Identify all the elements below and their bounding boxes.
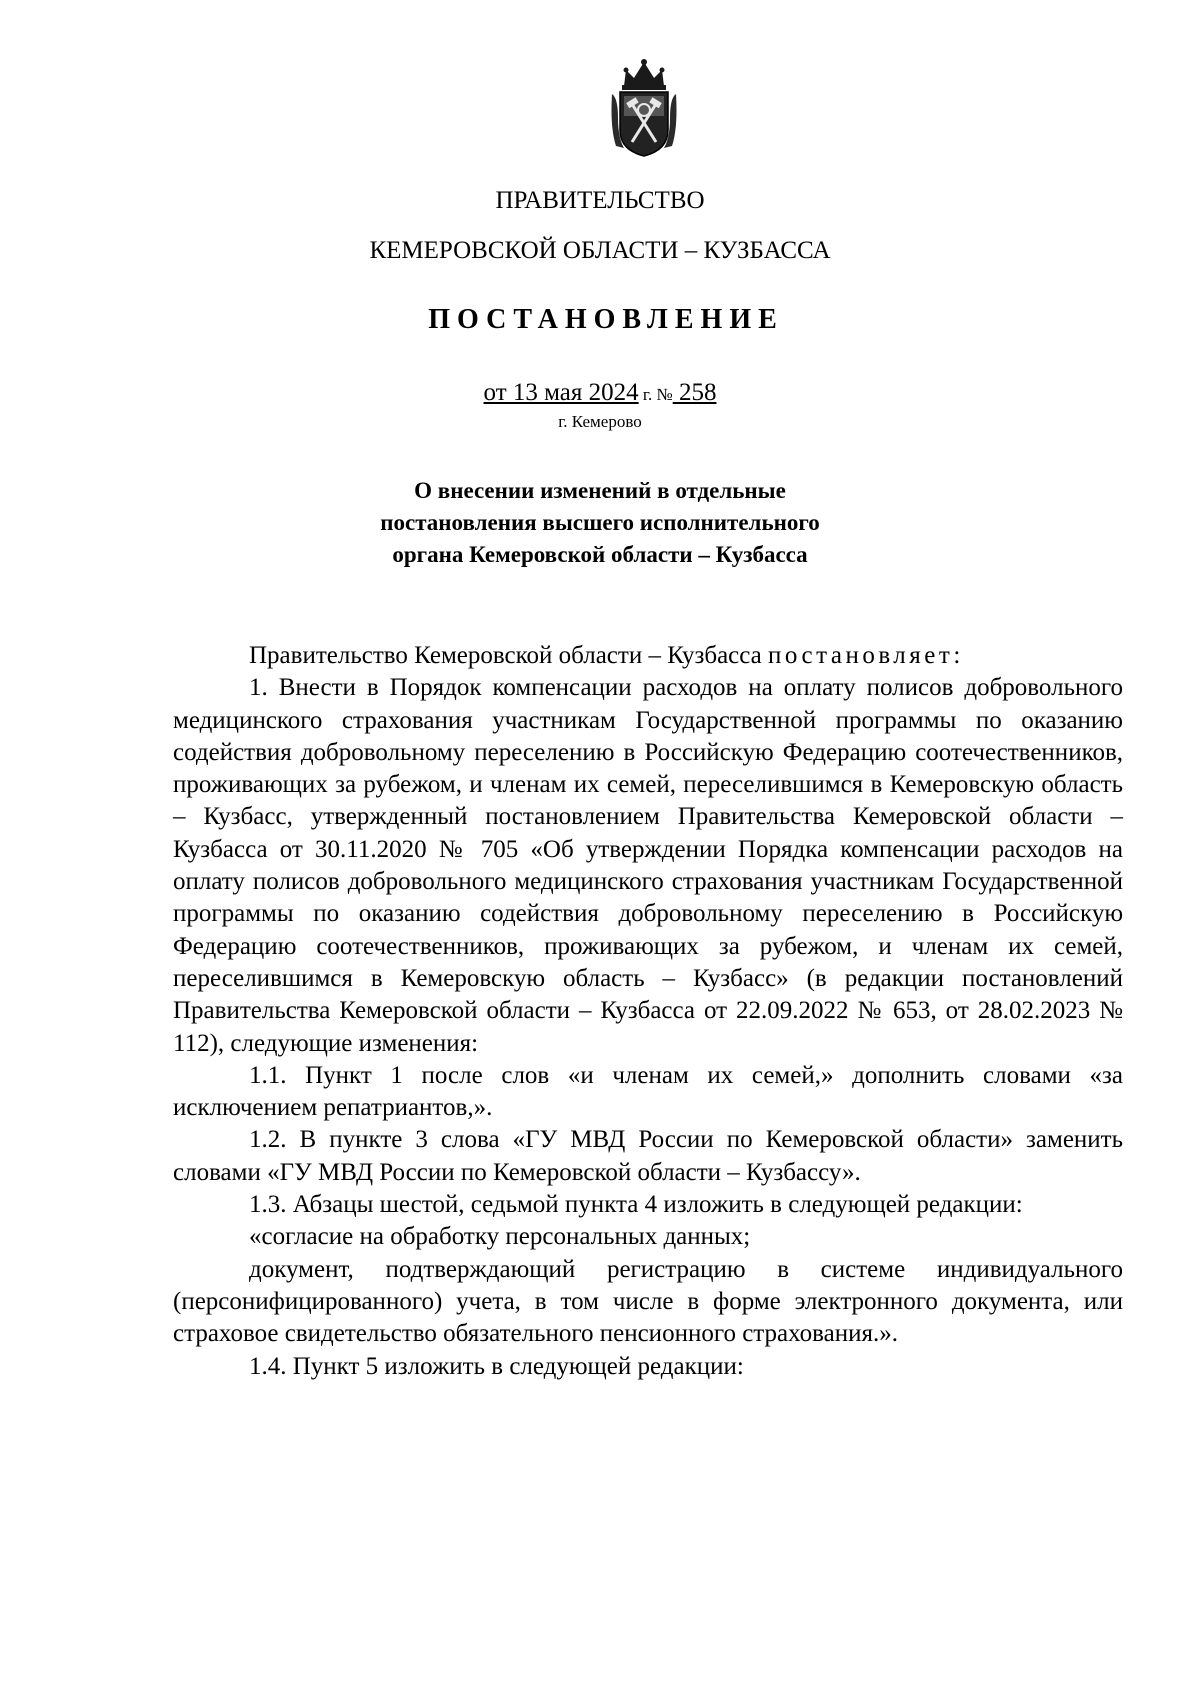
date-number-line [0, 378, 1200, 410]
intro-text: Правительство Кемеровской области – Кузбасса [249, 642, 769, 669]
kuzbass-coat-of-arms-icon [610, 58, 678, 158]
intro-colon: : [953, 642, 961, 669]
title-line1: О внесении изменений в отдельные [414, 478, 786, 503]
intro-resolves: постановляет [768, 642, 954, 669]
document-body [173, 640, 1123, 1383]
paragraph-1-2: 1.2. В пункте 3 слова «ГУ МВД России по Кемеровской области» заменить словами «ГУ МВД России по Кемеровской области – Кузбассу». [173, 1126, 1123, 1186]
paragraph-1: 1. Внести в Порядок компенсации расходов на оплату полисов добровольного медицинского страхования участникам Государственной программы по оказанию содействия добровольному переселению в Российскую Федерацию соотечественников, проживающих за рубежом, и членам их семей, переселившимся в Кемеровскую область – Кузбасс, утвержденный постановлением Правительства Кемеровской области – Кузбасса от 30.11.2020 № 705 «Об утверждении Порядка компенсации расходов на оплату полисов добровольного медицинского страхования участникам Государственной программы по оказанию содействия добровольному переселению в Российскую Федерацию соотечественников, проживающих за рубежом, и членам их семей, переселившимся в Кемеровскую область – Кузбасс» (в редакции постановлений Правительства Кемеровской области – Кузбасса от 22.09.2022 № 653, от 28.02.2023 № 112), следующие изменения: [173, 674, 1123, 1057]
document-date: от 13 мая 2024 [483, 379, 639, 406]
title-line3: органа Кемеровской области – Кузбасса [392, 542, 808, 567]
document-number: 258 [672, 379, 717, 406]
quote-paragraph-2: документ, подтверждающий регистрацию в системе индивидуального (персонифицированного) учета, в том числе в форме электронного документа, или страховое свидетельство обязательного пенсионного страхования.». [173, 1255, 1123, 1348]
year-suffix: г. [638, 385, 657, 404]
government-name-line2: КЕМЕРОВСКОЙ ОБЛАСТИ – КУЗБАССА [369, 237, 831, 264]
intro-paragraph [173, 640, 1123, 672]
document-type: ПОСТАНОВЛЕНИЕ [428, 304, 784, 335]
number-sign: № [656, 385, 673, 404]
title-line2: постановления высшего исполнительного [380, 510, 820, 535]
city-name: г. Кемерово [558, 412, 642, 431]
paragraph-1-1: 1.1. Пункт 1 после слов «и членам их семей,» дополнить словами «за исключением репатриантов,». [173, 1061, 1123, 1122]
government-name-line1: ПРАВИТЕЛЬСТВО [495, 187, 705, 214]
paragraph-1-4: 1.4. Пункт 5 изложить в следующей редакции: [249, 1352, 744, 1380]
paragraph-1-3: 1.3. Абзацы шестой, седьмой пункта 4 изложить в следующей редакции: [249, 1191, 1023, 1219]
document-title [0, 475, 1200, 571]
quote-paragraph-1: «согласие на обработку персональных данных; [249, 1223, 751, 1251]
